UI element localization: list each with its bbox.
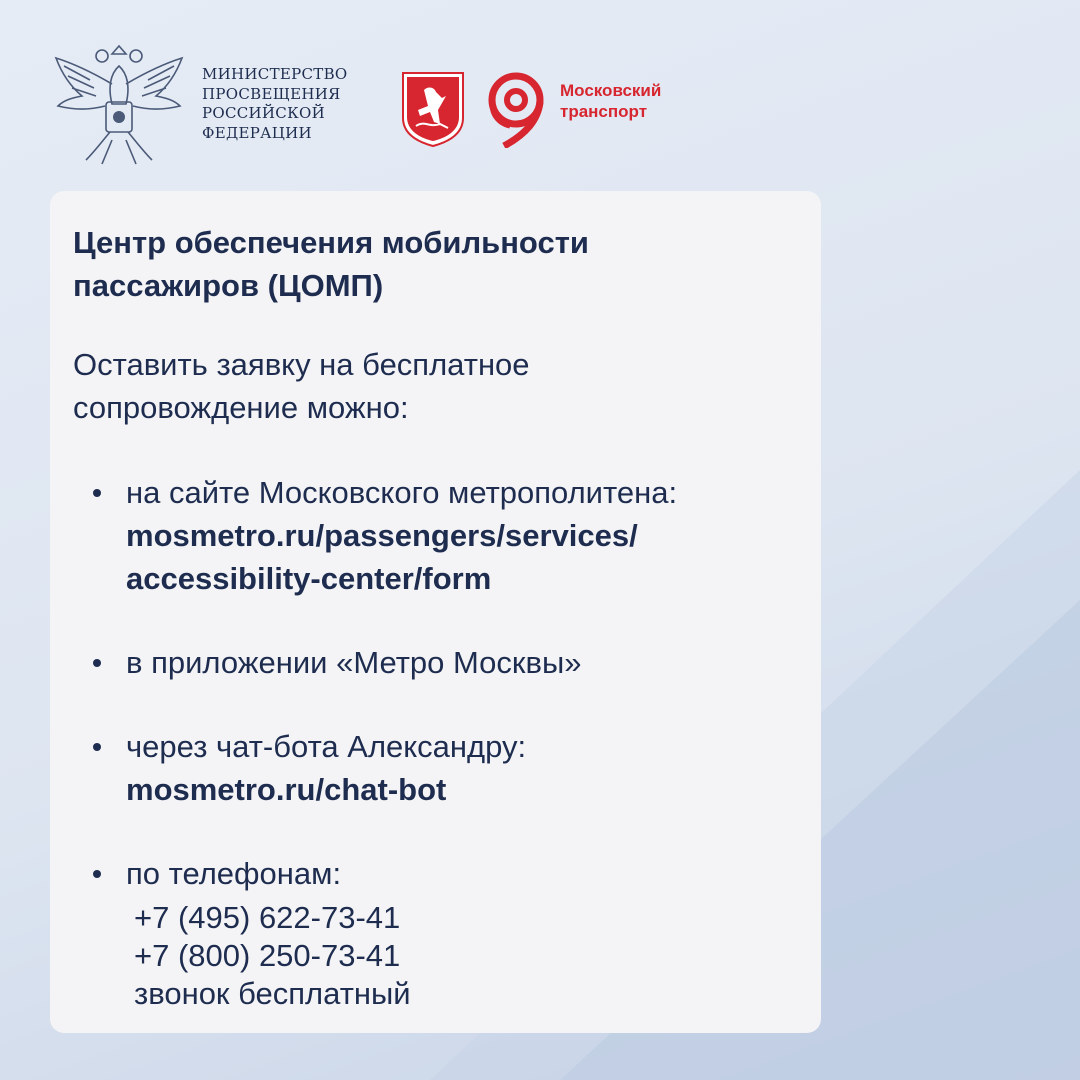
contact-methods-list [73, 471, 803, 1013]
card-content [73, 221, 803, 1054]
list-item-app: в приложении «Метро Москвы» [73, 641, 803, 684]
bullet-icon [93, 659, 101, 667]
moscow-coat-of-arms-icon [400, 70, 466, 148]
list-item-website: на сайте Московского метрополитена: mosmetro.ru/passengers/services/ accessibility-center/form [73, 471, 803, 600]
bullet-icon [93, 743, 101, 751]
phone-number[interactable]: +7 (800) 250-73-41 [134, 938, 401, 973]
header [0, 0, 1080, 180]
info-card [50, 191, 821, 1033]
website-link[interactable]: mosmetro.ru/passengers/services/ accessibility-center/form [126, 518, 638, 596]
phone-list [126, 899, 803, 1013]
card-intro: Оставить заявку на бесплатное сопровождение можно: [73, 347, 530, 425]
bullet-icon [93, 870, 101, 878]
ministry-name: МИНИСТЕРСТВО ПРОСВЕЩЕНИЯ РОССИЙСКОЙ ФЕДЕРАЦИИ [202, 65, 348, 142]
moscow-transport-wordmark: Московский транспорт [560, 81, 662, 121]
phone-note: звонок бесплатный [134, 976, 411, 1011]
russian-eagle-emblem-icon [50, 44, 188, 166]
bullet-icon [93, 489, 101, 497]
list-item-chatbot: через чат-бота Александру: mosmetro.ru/chat-bot [73, 725, 803, 811]
card-title: Центр обеспечения мобильности пассажиров (ЦОМП) [73, 225, 589, 303]
list-item-phones: по телефонам: +7 (495) 622-73-41 +7 (800) 250-73-41 звонок бесплатный [73, 852, 803, 1013]
chatbot-link[interactable]: mosmetro.ru/chat-bot [126, 772, 447, 807]
phone-number[interactable]: +7 (495) 622-73-41 [134, 900, 401, 935]
moscow-transport-logo-icon [482, 70, 548, 148]
